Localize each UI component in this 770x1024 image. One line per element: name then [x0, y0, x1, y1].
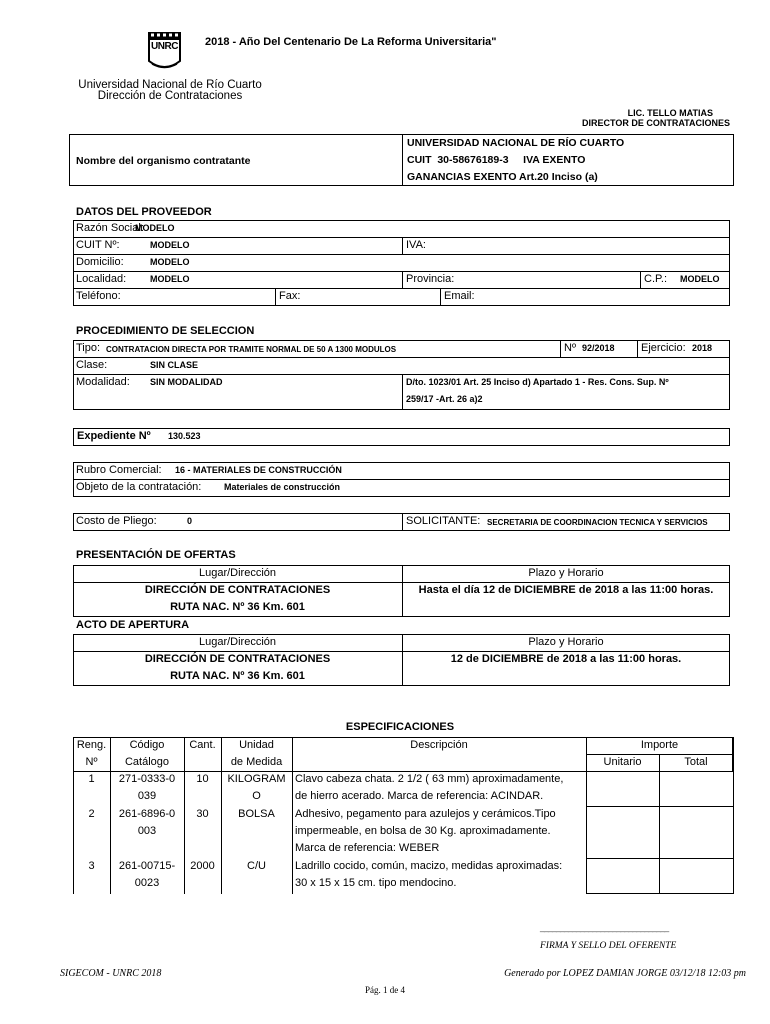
presentacion-lugar-line1: DIRECCIÓN DE CONTRATACIONES [144, 584, 331, 596]
col-codigo-1: Código [129, 739, 165, 751]
col-reng-2: Nº [85, 756, 98, 768]
page-number: Pág. 1 de 4 [365, 985, 405, 995]
domicilio-value: MODELO [150, 257, 190, 267]
modalidad-value: SIN MODALIDAD [150, 377, 223, 387]
organismo-cuit: CUIT 30-58676189-3 IVA EXENTO [407, 154, 586, 166]
numero-label: Nº [564, 342, 576, 354]
costo-value: 0 [187, 516, 193, 526]
row-codigo: 261-6896-0 [118, 808, 176, 820]
presentacion-lugar-line2: RUTA NAC. Nº 36 Km. 601 [170, 601, 305, 613]
col-codigo-2: Catálogo [124, 756, 170, 768]
organismo-ganancias: GANANCIAS EXENTO Art.20 Inciso (a) [407, 171, 598, 183]
tipo-label: Tipo: [76, 342, 101, 354]
col-reng-1: Reng. [76, 739, 107, 751]
row-desc-2: de hierro acerado. Marca de referencia: ACINDAR. [295, 790, 544, 802]
row-unidad: KILOGRAM [227, 773, 286, 785]
row-codigo: 261-00715- [118, 860, 176, 872]
clase-label: Clase: [76, 359, 108, 371]
row-desc-2: 30 x 15 x 15 cm. tipo mendocino. [295, 877, 457, 889]
row-desc-1: Adhesivo, pegamento para azulejos y cerámicos.Tipo [295, 808, 556, 820]
row-desc-2: impermeable, en bolsa de 30 Kg. aproximadamente. [295, 825, 551, 837]
col-cant: Cant. [189, 739, 216, 751]
director-name: LIC. TELLO MATIAS [627, 108, 713, 118]
presentacion-plazo-header: Plazo y Horario [528, 567, 604, 579]
rubro-value: 16 - MATERIALES DE CONSTRUCCIÓN [175, 465, 342, 475]
objeto-label: Objeto de la contratación: [76, 481, 202, 493]
apertura-title: ACTO DE APERTURA [76, 619, 190, 631]
cuit-label: CUIT Nº: [76, 239, 120, 251]
organismo-name: UNIVERSIDAD NACIONAL DE RÍO CUARTO [407, 137, 625, 149]
localidad-value: MODELO [150, 274, 190, 284]
logo-text: UNRC [151, 41, 178, 52]
row-codigo: 271-0333-0 [118, 773, 176, 785]
apertura-lugar-header: Lugar/Dirección [198, 636, 277, 648]
expediente-label: Expediente Nº [77, 430, 151, 442]
procedimiento-title: PROCEDIMIENTO DE SELECCION [76, 325, 255, 337]
solicitante-value: SECRETARIA DE COORDINACION TECNICA Y SERVICIOS [487, 518, 708, 527]
row-codigo-cont: 003 [137, 825, 157, 837]
director-title: DIRECTOR DE CONTRATACIONES [581, 118, 730, 128]
ejercicio-value: 2018 [692, 343, 713, 353]
rubro-label: Rubro Comercial: [76, 464, 162, 476]
row-reng: 3 [88, 860, 95, 872]
university-name: Universidad Nacional de Río Cuarto [78, 79, 262, 91]
costo-label: Costo de Pliego: [76, 515, 157, 527]
apertura-lugar-line1: DIRECCIÓN DE CONTRATACIONES [144, 653, 331, 665]
cuit-value: MODELO [150, 240, 190, 250]
presentacion-title: PRESENTACIÓN DE OFERTAS [76, 549, 236, 561]
tipo-value: CONTRATACION DIRECTA POR TRAMITE NORMAL DE 50 A 1300 MODULOS [106, 345, 397, 354]
ejercicio-label: Ejercicio: [641, 342, 686, 354]
provincia-label: Provincia: [406, 273, 455, 285]
col-importe: Importe [640, 739, 679, 751]
presentacion-plazo: Hasta el día 12 de DICIEMBRE de 2018 a las 11:00 horas. [418, 584, 714, 596]
email-label: Email: [444, 290, 475, 302]
modalidad-label: Modalidad: [76, 376, 130, 388]
signature-label: FIRMA Y SELLO DEL OFERENTE [540, 941, 677, 951]
row-reng: 2 [88, 808, 95, 820]
proveedor-title: DATOS DEL PROVEEDOR [76, 206, 212, 218]
domicilio-label: Domicilio: [76, 256, 124, 268]
footer-generated: Generado por LOPEZ DAMIAN JORGE 03/12/18 12:03 pm [504, 968, 746, 979]
iva-label: IVA: [406, 239, 426, 251]
apertura-lugar-line2: RUTA NAC. Nº 36 Km. 601 [170, 670, 305, 682]
col-unidad-2: de Medida [230, 756, 283, 768]
organismo-label: Nombre del organismo contratante [76, 155, 251, 167]
row-reng: 1 [88, 773, 95, 785]
col-total: Total [684, 756, 708, 768]
row-desc-1: Ladrillo cocido, común, macizo, medidas aproximadas: [295, 860, 563, 872]
clase-value: SIN CLASE [150, 360, 199, 370]
footer-system: SIGECOM - UNRC 2018 [60, 968, 162, 979]
row-codigo-cont: 039 [137, 790, 157, 802]
row-desc-1: Clavo cabeza chata. 2 1/2 ( 63 mm) aproximadamente, [295, 773, 564, 785]
department-name: Dirección de Contrataciones [97, 90, 243, 102]
row-codigo-cont: 0023 [134, 877, 160, 889]
numero-value: 92/2018 [582, 343, 615, 353]
col-unitario: Unitario [603, 756, 642, 768]
expediente-value: 130.523 [168, 431, 201, 441]
row-cant: 10 [196, 773, 209, 785]
row-unidad: C/U [247, 860, 266, 872]
row-unidad-cont: O [252, 790, 261, 802]
col-unidad-1: Unidad [239, 739, 274, 751]
fax-label: Fax: [279, 290, 301, 302]
presentacion-lugar-header: Lugar/Dirección [198, 567, 277, 579]
apertura-plazo: 12 de DICIEMBRE de 2018 a las 11:00 horas. [450, 653, 682, 665]
apertura-plazo-header: Plazo y Horario [528, 636, 604, 648]
unrc-logo [147, 31, 182, 73]
norma-line2: 259/17 -Art. 26 a)2 [406, 394, 483, 404]
telefono-label: Teléfono: [76, 290, 121, 302]
especificaciones-title: ESPECIFICACIONES [345, 721, 455, 733]
signature-line: ________________________________ [540, 922, 669, 932]
localidad-label: Localidad: [76, 273, 127, 285]
row-desc-3: Marca de referencia: WEBER [295, 842, 440, 854]
razon-social-label: Razón Social: [76, 222, 144, 234]
objeto-value: Materiales de construcción [224, 482, 341, 492]
solicitante-label: SOLICITANTE: [406, 515, 481, 527]
row-cant: 2000 [190, 860, 215, 872]
col-descripcion: Descripción [410, 739, 468, 751]
norma-line1: D/to. 1023/01 Art. 25 Inciso d) Apartado 1 - Res. Cons. Sup. Nº [406, 377, 669, 387]
row-cant: 30 [196, 808, 209, 820]
motto: 2018 - Año Del Centenario De La Reforma Universitaria" [205, 36, 497, 48]
razon-social-value: MODELO [135, 223, 175, 233]
cp-value: MODELO [680, 274, 720, 284]
cp-label: C.P.: [644, 273, 668, 285]
row-unidad: BOLSA [238, 808, 275, 820]
